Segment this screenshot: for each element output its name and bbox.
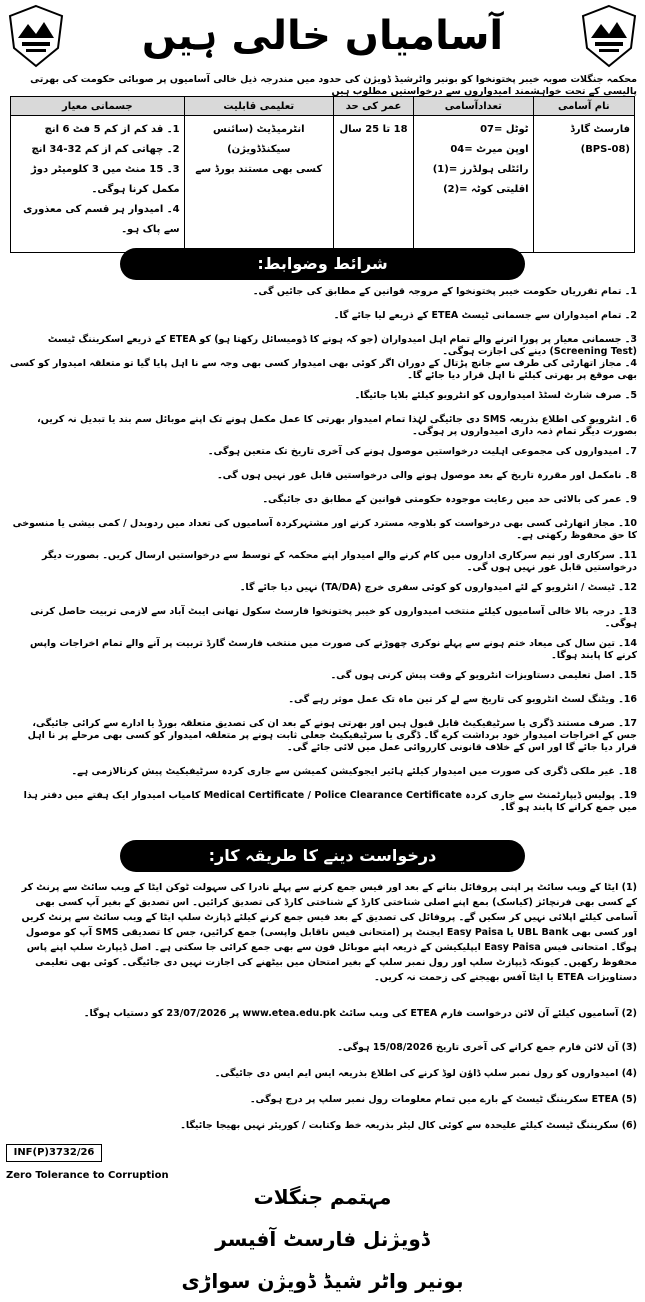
education-line: انٹرمیڈیٹ (سائنس سیکنڈڈویژن) bbox=[213, 124, 305, 155]
condition-item: 9۔ عمر کی بالائی حد میں رعایت موجودہ حکومتی قوانین کے مطابق دی جائیگی۔ bbox=[262, 494, 637, 505]
condition-item: 18۔ غیر ملکی ڈگری کی صورت میں امیدوار کیلئے ہائیر ایجوکیشن کمیشن سے جاری کردہ سرٹیفیکیٹ پیش کرنالازمی ہے۔ bbox=[71, 766, 637, 777]
condition-item: 11۔ سرکاری اور نیم سرکاری اداروں میں کام کرنے والے امیدوار اپنے محکمہ کے توسط سے درخواستیں ارسال کریں۔ بصورت دیگر درخواستیں قابل غور نہیں ہوں گی۔ bbox=[41, 550, 637, 573]
signature-line: بونیر واٹر شیڈ ڈویژن سواڑی bbox=[181, 1269, 464, 1293]
column-header: جسمانی معیار bbox=[11, 97, 185, 116]
condition-item: 6۔ انٹرویو کی اطلاع بذریعہ SMS دی جائیگی لہٰذا تمام امیدوار بھرتی کا عمل مکمل ہونے تک اپنے موبائل سم بند یا تبدیل نہ کریں، بصورت دیگر تمام ذمہ داری امیدواروں پر ہوگی۔ bbox=[37, 414, 637, 437]
post-name-cell bbox=[533, 116, 634, 253]
procedure-item: (1) ایٹا کے ویب سائٹ پر اپنی پروفائل بنانے کے بعد اور فیس جمع کرنے سے پہلے نادرا کی سہولت ٹوکن ایٹا کے ویب سائٹ سے پرنٹ کر کے کسی بھی فرنچائز (کیاسک) بمع اپنے اصلی شناختی کارڈ کے شناختی کارڈ کی تصدیق کرائیں۔ اس تصدیق کے بغیر آپ کسی بھی آسامی کیلئے اپلائی نہیں کر سکیں گے۔ پروفائل کی تصدیق کے بعد فیس جمع کرنے کیلئے ڈپازٹ سلپ ایٹا کے ویب سائٹ سے پرنٹ کریں اور کسی بھی UBL Bank یا Easy Paisa ایجنٹ پر (امتحانی فیس ناقابل واپسی) جمع کرائیں، جس کا تصدیقی SMS آپ کو موصول ہوگا۔ امتحانی فیس Easy Paisa ایپلیکیشن کے ذریعہ اپنے موبائل فون سے بھی جمع کرائی جا سکتی ہے۔ اصل ڈیپارٹ سلپ اپنے پاس محفوظ رکھیں۔ کیونکہ ڈیپازٹ سلپ اور رول نمبر سلپ کے بغیر امتحان میں بیٹھنے کی اجازت نہیں دی جائیگی۔ کوئی بھی تعلیمی دستاویزات ETEA یا ایٹا آفس بھیجنے کی زحمت نہ کریں۔ bbox=[21, 882, 637, 983]
kp-government-emblem-icon bbox=[579, 4, 639, 68]
conditions-list bbox=[10, 286, 637, 814]
signature-line: ڈویژنل فارسٹ آفیسر bbox=[215, 1227, 430, 1251]
column-header: نام آسامی bbox=[533, 97, 634, 116]
physical-item: 4۔ امیدوار ہر قسم کی معذوری سے پاک ہو۔ bbox=[23, 204, 180, 235]
condition-item: 13۔ درجہ بالا خالی آسامیوں کیلئے منتخب امیدواروں کو خیبر پختونخوا فارسٹ سکول تھانی ایبٹ آباد سے لازمی تربیت حاصل کرنی ہوگی۔ bbox=[30, 606, 637, 629]
condition-item: 17۔ صرف مستند ڈگری یا سرٹیفیکیٹ قابل قبول ہیں اور بھرتی ہونے کے بعد ان کی تصدیق متعلقہ بورڈ یا ادارے سے کرائی جائیگی، جس کے اخراجات امیدوار خود برداشت کرے گا۔ ڈگری یا سرٹیفیکیٹ جعلی ثابت ہونے پر متعلقہ امیدوار کو کسی بھی مرحلے پر نا اہل قرار دیا جائے گا اور اس کے خلاف قانونی کارروائی عمل میں لائی جائے گی۔ bbox=[27, 718, 637, 753]
physical-item: 2۔ چھاتی کم از کم 32-34 انچ bbox=[31, 144, 180, 155]
condition-item: 1۔ تمام تقرریاں حکومت خیبر پختونخوا کے مروجہ قوانین کے مطابق کی جائیں گی۔ bbox=[252, 286, 637, 297]
column-header: عمر کی حد bbox=[333, 97, 413, 116]
count-open-merit: اوپن میرٹ =04 bbox=[450, 144, 529, 155]
table-row bbox=[11, 116, 635, 253]
condition-item: 2۔ تمام امیدواران سے جسمانی ٹیسٹ ETEA کے ذریعے لیا جائے گا۔ bbox=[333, 310, 637, 321]
physical-item: 1۔ قد کم از کم 5 فٹ 6 انچ bbox=[44, 124, 180, 135]
signature-line: مہتمم جنگلات bbox=[253, 1185, 392, 1209]
condition-item: 19۔ پولیس ڈیپارٹمنٹ سے جاری کردہ Medical Certificate / Police Clearance Certificate کامیاب امیدوار ایک ہفتے میں دفتر ہذا میں جمع کرانے کا پابند ہو گا۔ bbox=[23, 790, 637, 813]
condition-item: 10۔ مجاز اتھارٹی کسی بھی درخواست کو بلاوجہ مسترد کرنے اور مشتہرکردہ آسامیوں کی تعداد میں ردوبدل / کمی بیشی یا منسوخی کا حق محفوظ رکھتی ہے۔ bbox=[12, 518, 637, 541]
condition-item: 12۔ ٹیسٹ / انٹرویو کے لئے امیدواروں کو کوئی سفری خرچ (TA/DA) نہیں دیا جائے گا۔ bbox=[239, 582, 637, 593]
education-line: کسی بھی مستند بورڈ سے bbox=[195, 164, 323, 175]
intro-text: محکمہ جنگلات صوبہ خیبر پختونخوا کو بونیر واٹرشیڈ ڈویژن کی حدود میں مندرجہ ذیل خالی آسامیوں پر صوبائی حکومت کی بھرتی پالیسی کے تحت خواہشمند امیدواروں سے درخواستیں مطلوب ہیں bbox=[30, 74, 637, 97]
page-title: آسامیاں خالی ہیں bbox=[141, 13, 504, 59]
condition-item: 14۔ تین سال کی میعاد ختم ہونے سے پہلے نوکری چھوڑنے کی صورت میں منتخب فارسٹ گارڈ تربیت پر آنے والے تمام اخراجات واپس کرنے کا پابند ہوگا۔ bbox=[30, 638, 637, 661]
conditions-heading: شرائط وضوابط: bbox=[120, 248, 525, 280]
condition-item: 5۔ صرف شارٹ لسٹڈ امیدواروں کو انٹرویو کیلئے بلایا جائیگا۔ bbox=[354, 390, 637, 401]
procedure-item: (3) آن لائن فارم جمع کرانے کی آخری تاریخ 15/08/2026 ہوگی۔ bbox=[337, 1042, 637, 1053]
kp-government-emblem-icon bbox=[6, 4, 66, 68]
condition-item: 16۔ ویٹنگ لسٹ انٹرویو کی تاریخ سے لے کر تین ماہ تک عمل موثر رہے گی۔ bbox=[288, 694, 637, 705]
procedure-item: (4) امیدواروں کو رول نمبر سلپ ڈاؤن لوڈ کرنے کی اطلاع بذریعہ ایس ایم ایس دی جائیگی۔ bbox=[214, 1068, 637, 1079]
header bbox=[0, 0, 645, 78]
posts-table bbox=[10, 96, 635, 253]
signature-block bbox=[150, 1176, 495, 1302]
condition-item: 4۔ مجاز اتھارٹی کی طرف سے جانچ پڑتال کے دوران اگر کوئی بھی امیدوار کسی بھی وجہ سے نا اہل پایا گیا تو متعلقہ امیدوار کو کسی بھی موقع پر بھرتی کیلئے نا اہل قرار دیا جائے گا۔ bbox=[9, 358, 637, 381]
inf-number: INF(P)3732/26 bbox=[6, 1144, 102, 1162]
procedure-item: (5) ETEA سکریننگ ٹیسٹ کے بارے میں تمام معلومات رول نمبر سلپ پر درج ہوگی۔ bbox=[249, 1094, 637, 1105]
post-scale: (BPS-08) bbox=[580, 144, 630, 155]
procedure-list bbox=[10, 880, 637, 1138]
physical-item: 3۔ 15 منٹ میں 3 کلومیٹر دوڑ مکمل کرنا ہوگی۔ bbox=[31, 164, 180, 195]
condition-item: 8۔ نامکمل اور مقررہ تاریخ کے بعد موصول ہونے والی درخواستیں قابل غور نہیں ہوں گی۔ bbox=[217, 470, 637, 481]
procedure-item: (2) آسامیوں کیلئے آن لائن درخواست فارم ETEA کی ویب سائٹ www.etea.edu.pk پر 23/07/2026 کو دستیاب ہوگا۔ bbox=[83, 1008, 637, 1019]
anti-corruption-motto: Zero Tolerance to Corruption bbox=[6, 1170, 169, 1181]
table-header-row bbox=[11, 97, 635, 116]
post-count-cell bbox=[414, 116, 533, 253]
physical-standard-cell bbox=[11, 116, 185, 253]
column-header: تعلیمی قابلیت bbox=[184, 97, 333, 116]
count-minority: اقلیتی کوٹہ =(2) bbox=[443, 184, 529, 195]
age-limit-cell: 18 تا 25 سال bbox=[333, 116, 413, 253]
condition-item: 15۔ اصل تعلیمی دستاویزات انٹرویو کے وقت پیش کرنی ہوں گی۔ bbox=[330, 670, 637, 681]
condition-item: 3۔ جسمانی معیار پر پورا اترنے والے تمام اہل امیدواران (جو کہ ہونے کا ڈومیسائل رکھتا ہو) کو ETEA کے ذریعے اسکریننگ ٹیسٹ (Screening Test) دینے کی اجازت ہوگی۔ bbox=[47, 334, 637, 357]
condition-item: 7۔ امیدواروں کی مجموعی اہلیت درخواستیں موصول ہونے کی آخری تاریخ تک متعین ہوگی۔ bbox=[207, 446, 637, 457]
count-total: ٹوٹل =07 bbox=[480, 124, 529, 135]
education-cell bbox=[184, 116, 333, 253]
procedure-heading: درخواست دینے کا طریقہ کار: bbox=[120, 840, 525, 872]
column-header: تعدادآسامی bbox=[414, 97, 533, 116]
procedure-item: (6) سکریننگ ٹیسٹ کیلئے علیحدہ سے کوئی کال لیٹر بذریعہ خط وکتابت / کوریئر نہیں بھیجا جائیگا۔ bbox=[180, 1120, 637, 1131]
count-right-holders: رائٹلی ہولڈرز =(1) bbox=[432, 164, 529, 175]
post-name: فارسٹ گارڈ bbox=[570, 124, 630, 135]
